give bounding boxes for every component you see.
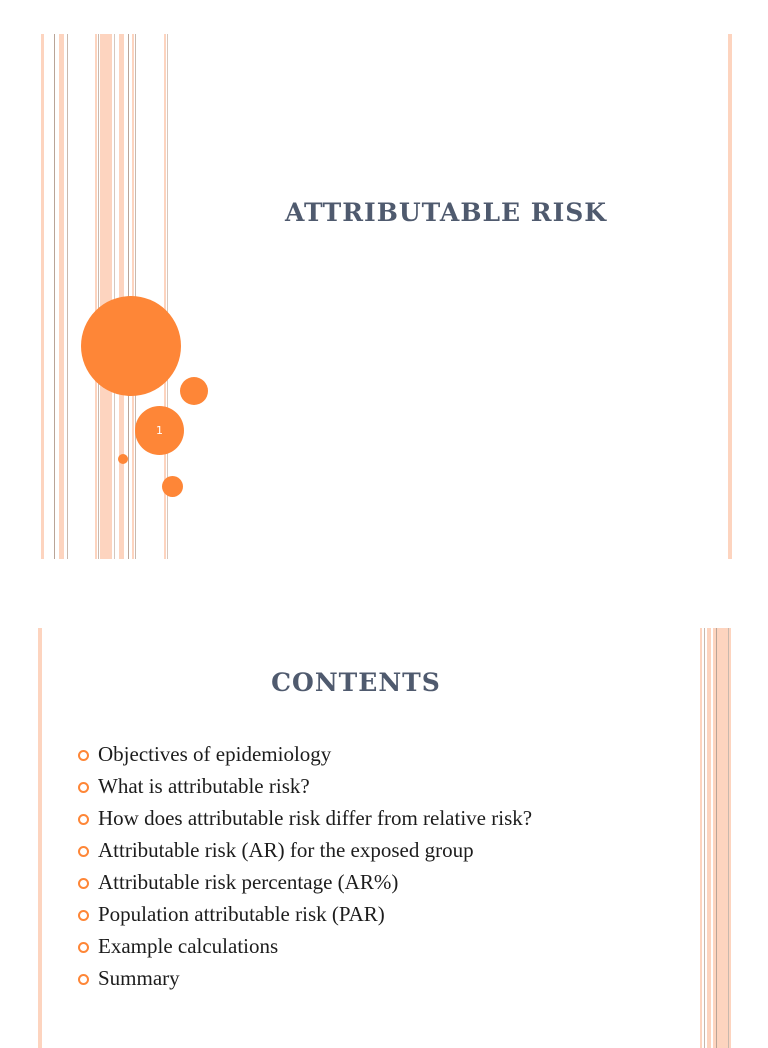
list-item: [78, 805, 618, 832]
list-item: [78, 869, 618, 896]
list-item-text: Summary: [98, 966, 180, 990]
decorative-stripe: [728, 34, 732, 559]
contents-list: [78, 741, 618, 997]
decorative-stripe: [716, 628, 717, 1048]
decorative-circle: [118, 454, 128, 464]
list-item: [78, 933, 618, 960]
circle-bullet-icon: [78, 974, 89, 985]
list-item: [78, 965, 618, 992]
decorative-stripe: [704, 628, 705, 1048]
decorative-stripe: [59, 34, 64, 559]
circle-bullet-icon: [78, 846, 89, 857]
decorative-stripe: [38, 628, 42, 1048]
decorative-stripe: [700, 628, 702, 1048]
decorative-stripe: [98, 34, 99, 559]
list-item-text: How does attributable risk differ from relative risk?: [98, 806, 533, 830]
list-item: [78, 741, 618, 768]
list-item-text: Attributable risk (AR) for the exposed group: [98, 838, 474, 862]
decorative-stripe: [95, 34, 97, 559]
list-item: [78, 773, 618, 800]
decorative-stripe: [54, 34, 55, 559]
circle-bullet-icon: [78, 878, 89, 889]
circle-bullet-icon: [78, 750, 89, 761]
decorative-stripe: [707, 628, 711, 1048]
decorative-stripe: [100, 34, 112, 559]
contents-title: CONTENTS: [271, 668, 441, 697]
slide-number: 1: [156, 424, 163, 437]
decorative-stripe: [114, 34, 115, 559]
list-item-text: What is attributable risk?: [98, 774, 310, 798]
decorative-stripe: [728, 628, 729, 1048]
list-item-text: Example calculations: [98, 934, 279, 958]
slide-number-badge: [135, 406, 184, 455]
slide-title-text: ATTRIBUTABLE RISK: [284, 198, 608, 227]
circle-bullet-icon: [78, 942, 89, 953]
decorative-stripe: [41, 34, 44, 559]
slide-title: [36, 34, 734, 559]
list-item-text: Population attributable risk (PAR): [98, 902, 385, 926]
list-item-text: Objectives of epidemiology: [98, 742, 332, 766]
circle-bullet-icon: [78, 814, 89, 825]
list-item-text: Attributable risk percentage (AR%): [98, 870, 399, 894]
decorative-circle: [180, 377, 208, 405]
slide-contents: [36, 628, 734, 1048]
decorative-circle: [81, 296, 181, 396]
decorative-circle: [162, 476, 183, 497]
circle-bullet-icon: [78, 782, 89, 793]
decorative-stripe: [67, 34, 68, 559]
list-item: [78, 837, 618, 864]
circle-bullet-icon: [78, 910, 89, 921]
list-item: [78, 901, 618, 928]
